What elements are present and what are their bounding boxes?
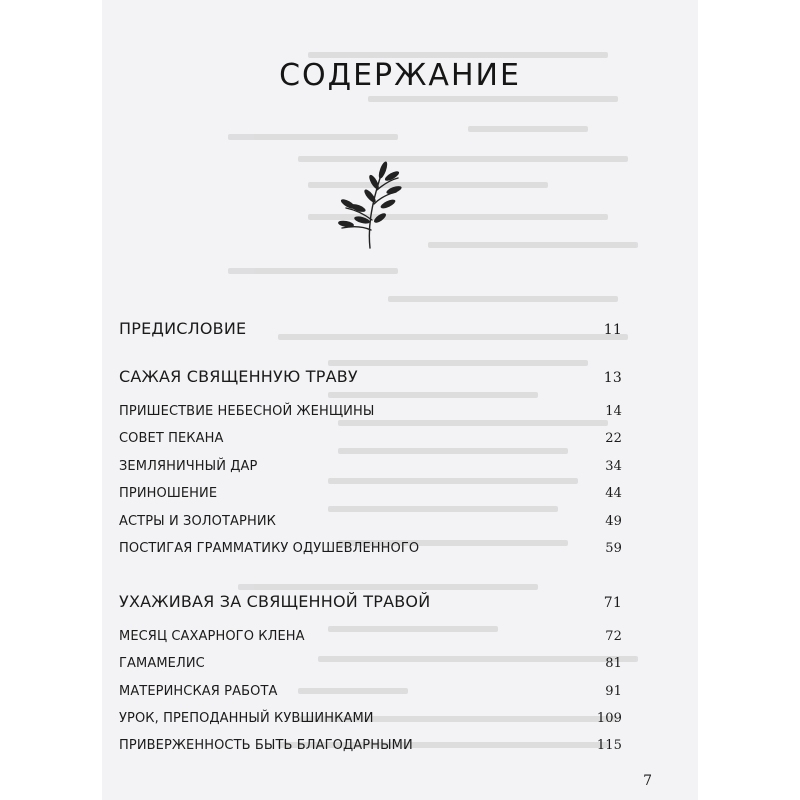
toc-entry-page: 13 <box>603 370 622 386</box>
toc-entry-page: 59 <box>605 541 622 556</box>
toc-entry[interactable] <box>119 738 622 753</box>
toc-entry[interactable] <box>119 514 622 529</box>
toc-entry-page: 11 <box>603 322 622 338</box>
book-page <box>102 0 698 800</box>
toc-entry[interactable] <box>119 319 622 338</box>
toc-entry-label: УРОК, ПРЕПОДАННЫЙ КУВШИНКАМИ <box>119 711 374 726</box>
toc-entry-page: 81 <box>605 656 622 671</box>
toc-entry-label: ПРЕДИСЛОВИЕ <box>119 319 247 338</box>
page-title: СОДЕРЖАНИЕ <box>279 58 521 93</box>
toc-entry-label: ПОСТИГАЯ ГРАММАТИКУ ОДУШЕВЛЕННОГО <box>119 541 420 556</box>
toc-entry-label: ПРИШЕСТВИЕ НЕБЕСНОЙ ЖЕНЩИНЫ <box>119 404 375 419</box>
toc-entry-label: МЕСЯЦ САХАРНОГО КЛЕНА <box>119 629 305 644</box>
toc-entry[interactable] <box>119 431 622 446</box>
toc-entry-page: 91 <box>605 684 622 699</box>
toc-entry[interactable] <box>119 486 622 501</box>
toc-entry-page: 44 <box>605 486 622 501</box>
toc-entry-label: ЗЕМЛЯНИЧНЫЙ ДАР <box>119 459 258 474</box>
toc-entry-label: ПРИНОШЕНИЕ <box>119 486 218 501</box>
toc-entry[interactable] <box>119 629 622 644</box>
toc-entry-page: 109 <box>596 711 622 726</box>
toc-entry-label: АСТРЫ И ЗОЛОТАРНИК <box>119 514 276 529</box>
toc-entry-page: 14 <box>605 404 622 419</box>
table-of-contents <box>102 0 698 800</box>
toc-entry-label: СОВЕТ ПЕКАНА <box>119 431 224 446</box>
toc-entry[interactable] <box>119 459 622 474</box>
toc-entry[interactable] <box>119 541 622 556</box>
toc-entry-page: 71 <box>603 595 622 611</box>
toc-entry-label: ПРИВЕРЖЕННОСТЬ БЫТЬ БЛАГОДАРНЫМИ <box>119 738 413 753</box>
toc-entry-page: 72 <box>605 629 622 644</box>
toc-entry-page: 49 <box>605 514 622 529</box>
toc-entry-label: ГАМАМЕЛИС <box>119 656 205 671</box>
toc-entry-page: 115 <box>596 738 622 753</box>
toc-entry-label: УХАЖИВАЯ ЗА СВЯЩЕННОЙ ТРАВОЙ <box>119 592 431 611</box>
toc-entry[interactable] <box>119 711 622 726</box>
toc-entry-label: МАТЕРИНСКАЯ РАБОТА <box>119 684 278 699</box>
toc-entry[interactable] <box>119 367 622 386</box>
toc-entry-page: 22 <box>605 431 622 446</box>
toc-entry[interactable] <box>119 592 622 611</box>
toc-entry[interactable] <box>119 404 622 419</box>
toc-entry[interactable] <box>119 684 622 699</box>
toc-entry-label: САЖАЯ СВЯЩЕННУЮ ТРАВУ <box>119 367 358 386</box>
toc-entry-page: 34 <box>605 459 622 474</box>
page-number: 7 <box>643 773 652 789</box>
toc-entry[interactable] <box>119 656 622 671</box>
